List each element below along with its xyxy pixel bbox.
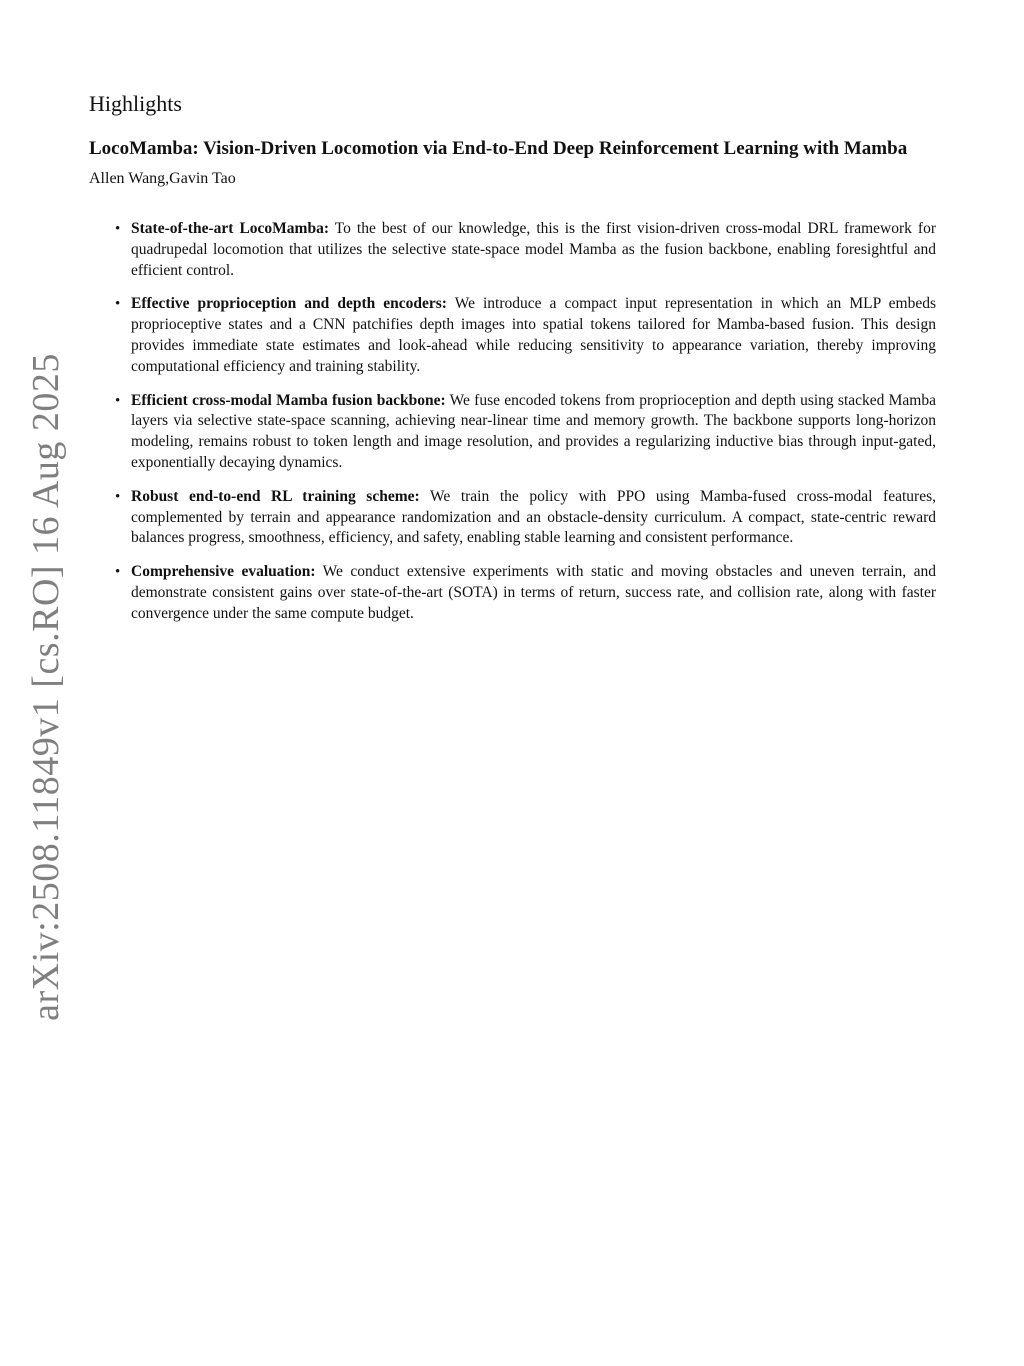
highlight-text: We fuse encoded tokens from proprioception and depth using stacked Mamba layers via selective state-space scanning, achieving near-linear time and memory growth. The backbone supports long-horizon modeling, remains robust to token length and image resolution, and provides a regularizing inductive bias through input-gated, exponentially decaying dynamics.	[131, 391, 936, 471]
highlight-text: To the best of our knowledge, this is the first vision-driven cross-modal DRL framework for quadrupedal locomotion that utilizes the selective state-space model Mamba as the fusion backbone, enabling foresightful and efficient control.	[131, 220, 936, 279]
bullet-icon: •	[115, 392, 121, 409]
highlight-text: We introduce a compact input representation in which an MLP embeds proprioceptive states and a CNN patchifies depth images into spatial tokens tailored for Mamba-based fusion. This design provides immediate state estimates and look-ahead while reducing sensitivity to appearance variation, thereby improving computational efficiency and training stability.	[131, 295, 936, 375]
bullet-icon: •	[115, 296, 121, 313]
highlight-item	[89, 487, 936, 549]
highlights-list	[89, 219, 936, 625]
highlight-text: We conduct extensive experiments with static and moving obstacles and uneven terrain, and demonstrate consistent gains over state-of-the-art (SOTA) in terms of return, success rate, and collision rate, along with faster convergence under the same compute budget.	[131, 563, 936, 622]
section-heading: Highlights	[89, 91, 182, 116]
highlight-label: Efficient cross-modal Mamba fusion backbone:	[131, 391, 446, 409]
arxiv-identifier: arXiv:2508.11849v1 [cs.RO] 16 Aug 2025	[25, 353, 67, 1021]
highlight-text: We train the policy with PPO using Mamba-fused cross-modal features, complemented by terrain and appearance randomization and an obstacle-density curriculum. A compact, state-centric reward balances progress, smoothness, efficiency, and safety, enabling stable learning and consistent performance.	[131, 487, 936, 547]
highlight-item	[89, 562, 936, 624]
bullet-icon: •	[115, 488, 121, 505]
bullet-icon: •	[115, 564, 121, 581]
arxiv-stamp	[24, 0, 68, 1366]
paper-title: LocoMamba: Vision-Driven Locomotion via End-to-End Deep Reinforcement Learning with Mamba	[89, 138, 908, 159]
highlight-label: Comprehensive evaluation:	[131, 563, 316, 581]
highlight-label: State-of-the-art LocoMamba:	[131, 220, 329, 237]
highlight-label: Effective proprioception and depth encoders:	[131, 295, 447, 313]
paper-authors: Allen Wang,Gavin Tao	[89, 170, 236, 187]
bullet-icon: •	[115, 221, 121, 237]
highlight-label: Robust end-to-end RL training scheme:	[131, 487, 420, 505]
highlight-item	[89, 219, 936, 281]
highlight-item	[89, 391, 936, 474]
highlights-page	[89, 88, 936, 638]
highlight-item	[89, 294, 936, 377]
